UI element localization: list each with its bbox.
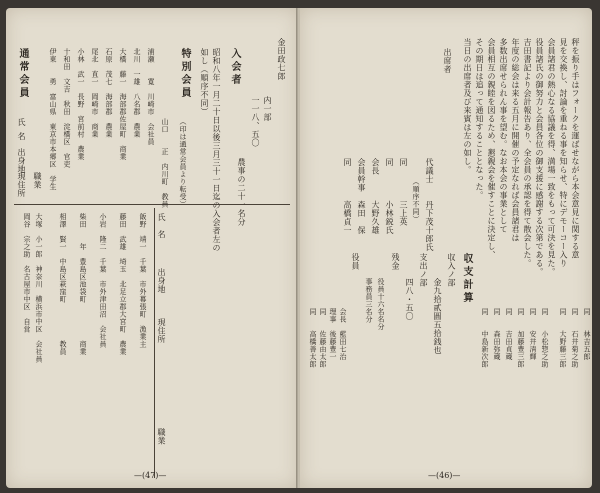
regular-row: 浦瀬 寛 川崎市 会社員 [147,48,155,146]
intro-line: 一一八、五〇 [251,96,260,147]
budget-line: 事務員三名分 [365,278,373,323]
body-line: 会員諸君の熱心なる協議を得、満場一致をもって可決を見た。 [547,38,556,276]
intro-line: 内一部 [263,96,272,122]
regular-row: 岡谷 宗之助 名古屋市中区 自営 [23,213,31,333]
regular-header: 氏 [17,118,26,127]
regular-row: 北川 一雄 八名郡 農業 [133,48,141,138]
special-header-name: 氏 [157,213,166,222]
special-row: 相澤 賢一 中島区萩窪町 教員 [59,213,67,356]
officer: 会長 藍田七治 [339,308,347,361]
officer: 理事 後藤豊一 [329,308,337,361]
attendee: 代議士 丹下茂十郎氏 [425,158,434,252]
attendee: 同 小林鋭氏 [385,158,394,235]
regular-row: 小林 武一 長野 宮前村 農業 [77,48,85,161]
attendee: 同 高橋貞一 [343,158,352,235]
regular-header: 名 [17,132,26,141]
attend-order: （順序不同） [412,178,420,223]
officer: 同 小松惣之助 [541,308,549,368]
tsujo-heading: 通常会員 [17,48,28,100]
section-divider [14,204,290,205]
attendee: 会長 大野久雄 [371,158,380,235]
special-header-job: 職業 [157,428,166,445]
nyukai-heading: 入会者 [229,48,240,87]
officers-label: 役員 [351,253,360,270]
officer: 同 石井菊之助 [571,308,579,368]
regular-header: 職業 [33,172,42,189]
special-row: 柴田 年 豊島区池袋町 商業 [79,213,87,356]
regular-row: 伊東 勇 富山県 東京市本郷区 学生 [49,48,57,191]
regular-header: 出身地 [17,148,26,174]
budget-line: 役員十六名名分 [377,278,385,331]
left-page [6,8,298,488]
regular-row: 石原 茂七 海部郡 農業 [105,48,113,138]
regular-row: 尾北 直一 岡崎市 商業 [91,48,99,138]
attendee: 会員幹事 森田 保 [357,158,366,235]
attendees-label: 出席者 [443,48,452,74]
officer: 同 安井清輝 [529,308,537,361]
officer: 同 佐藤由太郎 [319,308,327,368]
officer: 同 吉田貞蔵 [505,308,513,361]
intro-line: 金田政七郎 [277,38,286,81]
special-row: 飯野 靖一 千葉 市外幕張町 漁業主 [139,213,147,348]
special-header-address: 現住所 [157,318,166,344]
regular-row: 十和田 文吉 秋田 淀橋区 官吏 [63,48,71,168]
officer: 同 林吉五郎 [583,308,591,361]
officer: 同 中島新次郎 [481,308,489,368]
regular-row: 山口 正 内川町 教員 [161,118,169,208]
body-line: 役員諸氏の御努力と会員各位の御支援に感謝する次第である。 [535,38,544,276]
special-row: 小岩 隆二 千葉 市外津田沼 会社員 [99,213,107,348]
special-row: 藤田 武雄 埼玉 北足立郡大宮町 農業 [119,213,127,356]
right-page [300,8,592,488]
officer: 同 森田弥蔵 [493,308,501,361]
regular-header: 現住所 [17,172,26,198]
nyukai-line: 昭和八年一月二十日以後三月三十一日迄の入会者左の [212,48,221,252]
officer: 同 高橋善太郎 [309,308,317,368]
budget-line: 四八・五〇 [405,278,414,321]
tokubetsu-note: （印は通常会員より転受） [179,118,187,208]
budget-line: 残金 [391,253,400,270]
regular-row: 大塚 小一郎 神奈川 横浜市中区 会社員 [35,213,43,363]
body-line: 会員相互の親睦を図るため、懇親会を催すことに決定し、 [487,38,496,259]
nyukai-line: 如し（順序不同） [200,48,209,116]
officer: 同 大野藤三郎 [559,308,567,368]
budget-line: 支出ノ部 [419,253,428,287]
body-line: 見を交換し、討論を重ねる事を知らせ、特にデモーコー入り [559,38,568,268]
special-header-name: 名 [157,230,166,239]
attendee: 同 三上英 [399,158,408,226]
officer: 同 加藤豊三郎 [517,308,525,368]
body-line: 多数出席せられん事を望む。なお本会の事業として [499,38,508,234]
budget-line: 金九拾貳圓五拾銭也 [433,278,442,355]
budget-line: 収入ノ部 [447,253,456,287]
regular-row: 大橋 藤一 海部郡佐屋町 商業 [119,48,127,161]
body-line: 吉田書記より会計報告あり、全会員の承認を得て散会した。 [523,38,532,268]
body-line: 秤を振り手はフォークを運ばせながら本会意見に関する意 [571,38,580,259]
page-number: —(47)— [134,471,167,480]
body-line: 当日の出席者及び来賓は左の如し。 [463,38,472,174]
body-line: その期日は追って通知することとなった。 [475,38,484,200]
page-number: —(46)— [428,471,461,480]
intro-line: 農事の二十一名分 [237,158,246,226]
budget-label: 収支計算 [461,253,472,305]
body-line: 年度の総会は来る五月に開催の予定なれば会員諸君は [511,38,520,242]
special-header-origin: 出身地 [157,268,166,294]
table-rule [154,208,155,478]
tokubetsu-heading: 特別会員 [179,48,190,100]
